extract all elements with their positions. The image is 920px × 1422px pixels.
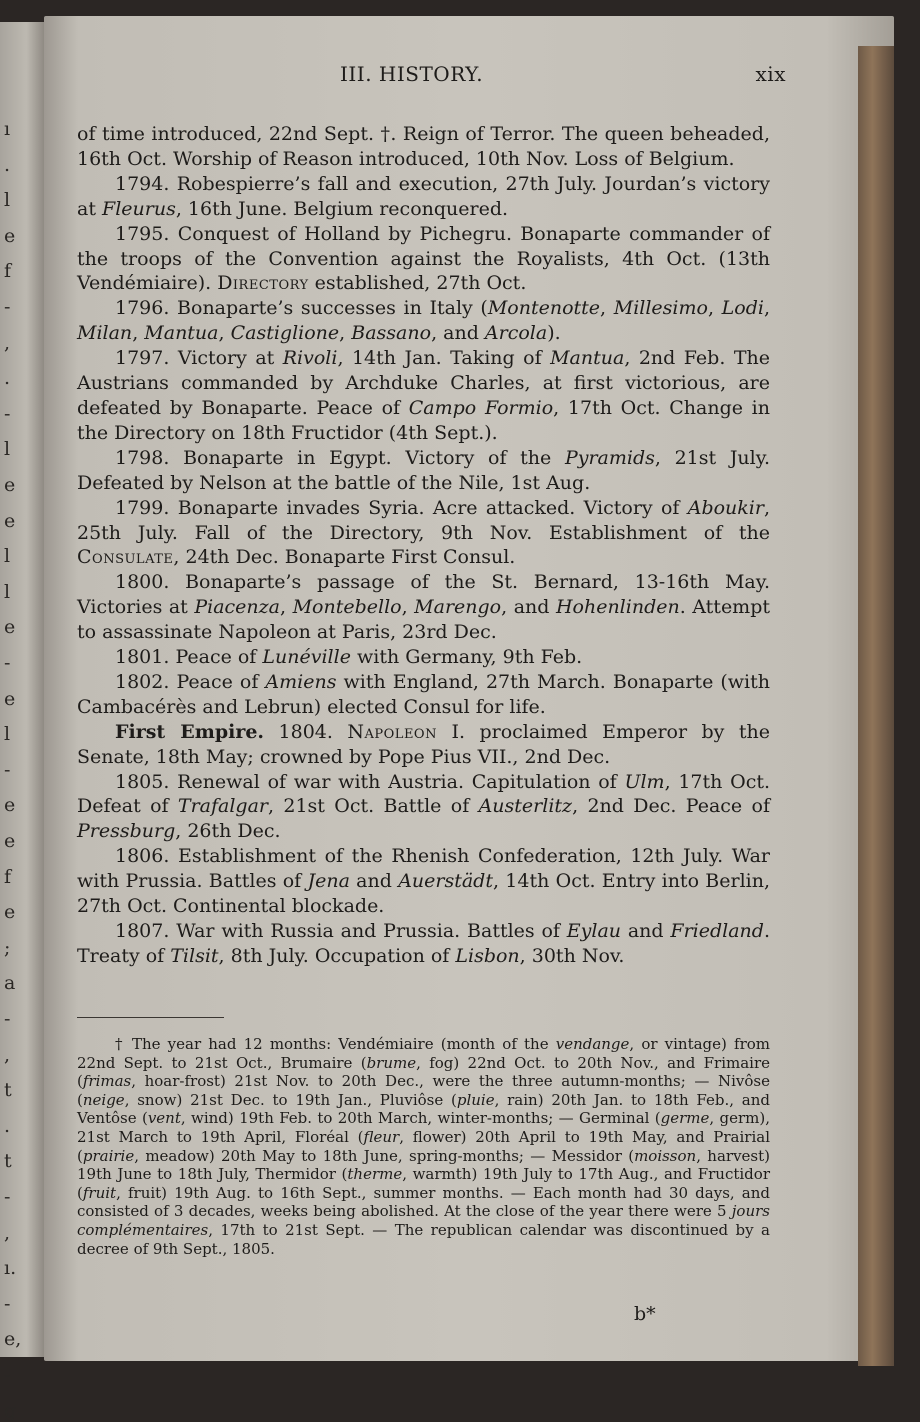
left-page-fragment: l [4, 580, 11, 603]
paragraph [77, 122, 770, 172]
left-page-fragment: t [4, 1150, 12, 1173]
left-page-fragment: . [4, 1114, 11, 1137]
paragraph-text: Bonaparte’s successes in Italy (Montenotte, Millesimo, Lodi, Milan, Mantua, Castiglione, Bassano, and Arcola). [77, 297, 770, 345]
paragraph-text: Peace of Amiens with England, 27th March. Bonaparte (with Cambacérès and Lebrun) elected Consul for life. [77, 670, 770, 718]
left-page-fragment: - [4, 652, 11, 674]
left-page-fragment: ; [4, 936, 11, 959]
year-label: 1802. [115, 670, 177, 693]
paragraph-text: First Empire. 1804. Napoleon I. proclaimed Emperor by the Senate, 18th May; crowned by Pope Pius VII., 2nd Dec. [77, 720, 770, 768]
left-page-fragment: e [4, 509, 16, 532]
paragraph [77, 844, 770, 919]
left-page-fragment: f [4, 865, 12, 888]
page-fore-edge [858, 46, 894, 1366]
paragraph [77, 720, 770, 770]
left-page-fragment: ı [4, 118, 11, 140]
left-page-fragment: e [4, 224, 16, 247]
left-page-fragment: - [4, 1186, 11, 1208]
year-label: 1797. [115, 347, 178, 370]
left-page-fragment: e [4, 616, 16, 639]
year-label: 1800. [115, 571, 186, 594]
year-label: 1799. [115, 496, 178, 519]
year-label: 1795. [115, 222, 178, 245]
chapter-title: III. HISTORY. [340, 62, 484, 86]
left-page-fragment: , [4, 331, 11, 354]
paragraph-text: Victory at Rivoli, 14th Jan. Taking of Mantua, 2nd Feb. The Austrians commanded by Archduke Charles, at first victorious, are defeated by Bonaparte. Peace of Campo Formio, 17th Oct. Change in the Directory on 18th Fructidor (4th Sept.). [77, 347, 770, 444]
left-page-fragment: - [4, 402, 11, 425]
paragraph [77, 446, 770, 496]
left-page-fragment: l [4, 189, 11, 212]
year-label: 1798. [115, 446, 184, 469]
paragraph-text: Bonaparte in Egypt. Victory of the Pyramids, 21st July. Defeated by Nelson at the battle of the Nile, 1st Aug. [77, 446, 770, 494]
paragraph [77, 670, 770, 720]
book-page [44, 16, 894, 1361]
left-page-fragment: , [4, 1221, 11, 1244]
left-page-fragment: e [4, 474, 16, 496]
footnote: † The year had 12 months: Vendémiaire (month of the vendange, or vintage) from 22nd Sept. to 21st Oct., Brumaire (brume, fog) 22nd Oct. to 20th Nov., and Frimaire (frimas, hoar-frost) 21st Nov. to 20th Dec., were the three autumn-months; — Nivôse (neige, snow) 21st Dec. to 19th Jan., Pluviôse (pluie, rain) 20th Jan. to 18th Feb., and Ventôse (vent, wind) 19th Feb. to 20th March, winter-months; — Germinal (germe, germ), 21st March to 19th April, Floréal (fleur, flower) 20th April to 19th May, and Prairial (prairie, meadow) 20th May to 18th June, spring-months; — Messidor (moisson, harvest) 19th June to 18th July, Thermidor (therme, warmth) 19th July to 17th Aug., and Fructidor (fruit, fruit) 19th Aug. to 16th Sept., summer months. — Each month had 30 days, and consisted of 3 decades, weeks being abolished. At the close of the year there were 5 jours complémentaires, 17th to 21st Sept. — The republican calendar was discontinued by a decree of 9th Sept., 1805. [77, 1035, 771, 1258]
left-page-fragment: . [4, 153, 11, 176]
paragraph [77, 496, 770, 571]
body-text [77, 122, 770, 969]
paragraph [77, 919, 770, 969]
left-page-fragment: e [4, 830, 16, 852]
running-header [44, 62, 894, 92]
left-page-fragment: - [4, 758, 11, 781]
footnote-rule [77, 1017, 224, 1018]
year-label: 1805. [115, 770, 178, 793]
left-page-fragment: g [4, 1399, 17, 1422]
left-page-fragment: ı. [4, 1257, 17, 1280]
left-page-fragment: t [4, 1079, 12, 1102]
left-page-fragment: l [4, 438, 11, 461]
paragraph [77, 172, 770, 222]
left-page-fragment: - [4, 1364, 11, 1386]
left-page-edge [0, 22, 44, 1422]
left-page-fragment: e, [4, 1328, 22, 1351]
year-label: 1807. [115, 920, 177, 942]
left-page-fragment: . [4, 367, 11, 390]
paragraph [77, 222, 770, 297]
left-page-fragment: e [4, 687, 16, 710]
left-page-fragment: , [4, 1043, 11, 1066]
paragraph-text: War with Russia and Prussia. Battles of Eylau and Friedland. Treaty of Tilsit, 8th July. Occupation of Lisbon, 30th Nov. [77, 920, 771, 967]
paragraph-text: Bonaparte’s passage of the St. Bernard, 13-16th May. Victories at Piacenza, Montebello, Marengo, and Hohenlinden. Attempt to assassinate Napoleon at Paris, 23rd Dec. [77, 571, 770, 644]
left-page-fragment: e [4, 901, 16, 924]
paragraph [77, 346, 770, 446]
year-label: 1796. [115, 297, 178, 320]
page-number: xix [755, 62, 786, 86]
paragraph-text: of time introduced, 22nd Sept. †. Reign of Terror. The queen beheaded, 16th Oct. Worship of Reason introduced, 10th Nov. Loss of Belgium. [77, 123, 770, 170]
year-label: 1794. [115, 172, 177, 195]
paragraph-text: Establishment of the Rhenish Confederation, 12th July. War with Prussia. Battles of Jena and Auerstädt, 14th Oct. Entry into Berlin, 27th Oct. Continental blockade. [77, 845, 770, 918]
left-page-fragment: - [4, 1008, 11, 1030]
left-page-fragment: l [4, 723, 11, 746]
left-page-fragment: - [4, 296, 11, 318]
paragraph [77, 645, 770, 670]
paragraph-text: Peace of Lunéville with Germany, 9th Feb. [175, 646, 583, 669]
paragraph [77, 770, 770, 845]
left-page-fragment: f [4, 260, 12, 283]
paragraph-text: Renewal of war with Austria. Capitulation of Ulm, 17th Oct. Defeat of Trafalgar, 21st Oct. Battle of Austerlitz, 2nd Dec. Peace of Pressburg, 26th Dec. [77, 770, 771, 843]
signature-mark: b* [634, 1303, 656, 1325]
paragraph-text: Conquest of Holland by Pichegru. Bonaparte commander of the troops of the Convention against the Royalists, 4th Oct. (13th Vendémiaire). Directory established, 27th Oct. [77, 222, 770, 295]
left-page-fragment: - [4, 1292, 11, 1315]
paragraph [77, 570, 770, 645]
paragraph-text: Bonaparte invades Syria. Acre attacked. Victory of Aboukir, 25th July. Fall of the Directory, 9th Nov. Establishment of the Consulate, 24th Dec. Bonaparte First Consul. [77, 496, 771, 569]
left-page-fragment: e [4, 794, 16, 817]
year-label: 1806. [115, 845, 178, 868]
paragraph-text: Robespierre’s fall and execution, 27th July. Jourdan’s victory at Fleurus, 16th June. Belgium reconquered. [77, 172, 770, 220]
year-label: 1801. [115, 646, 176, 669]
paragraph [77, 296, 770, 346]
left-page-fragment: a [4, 972, 16, 995]
left-page-fragment: l [4, 545, 11, 568]
